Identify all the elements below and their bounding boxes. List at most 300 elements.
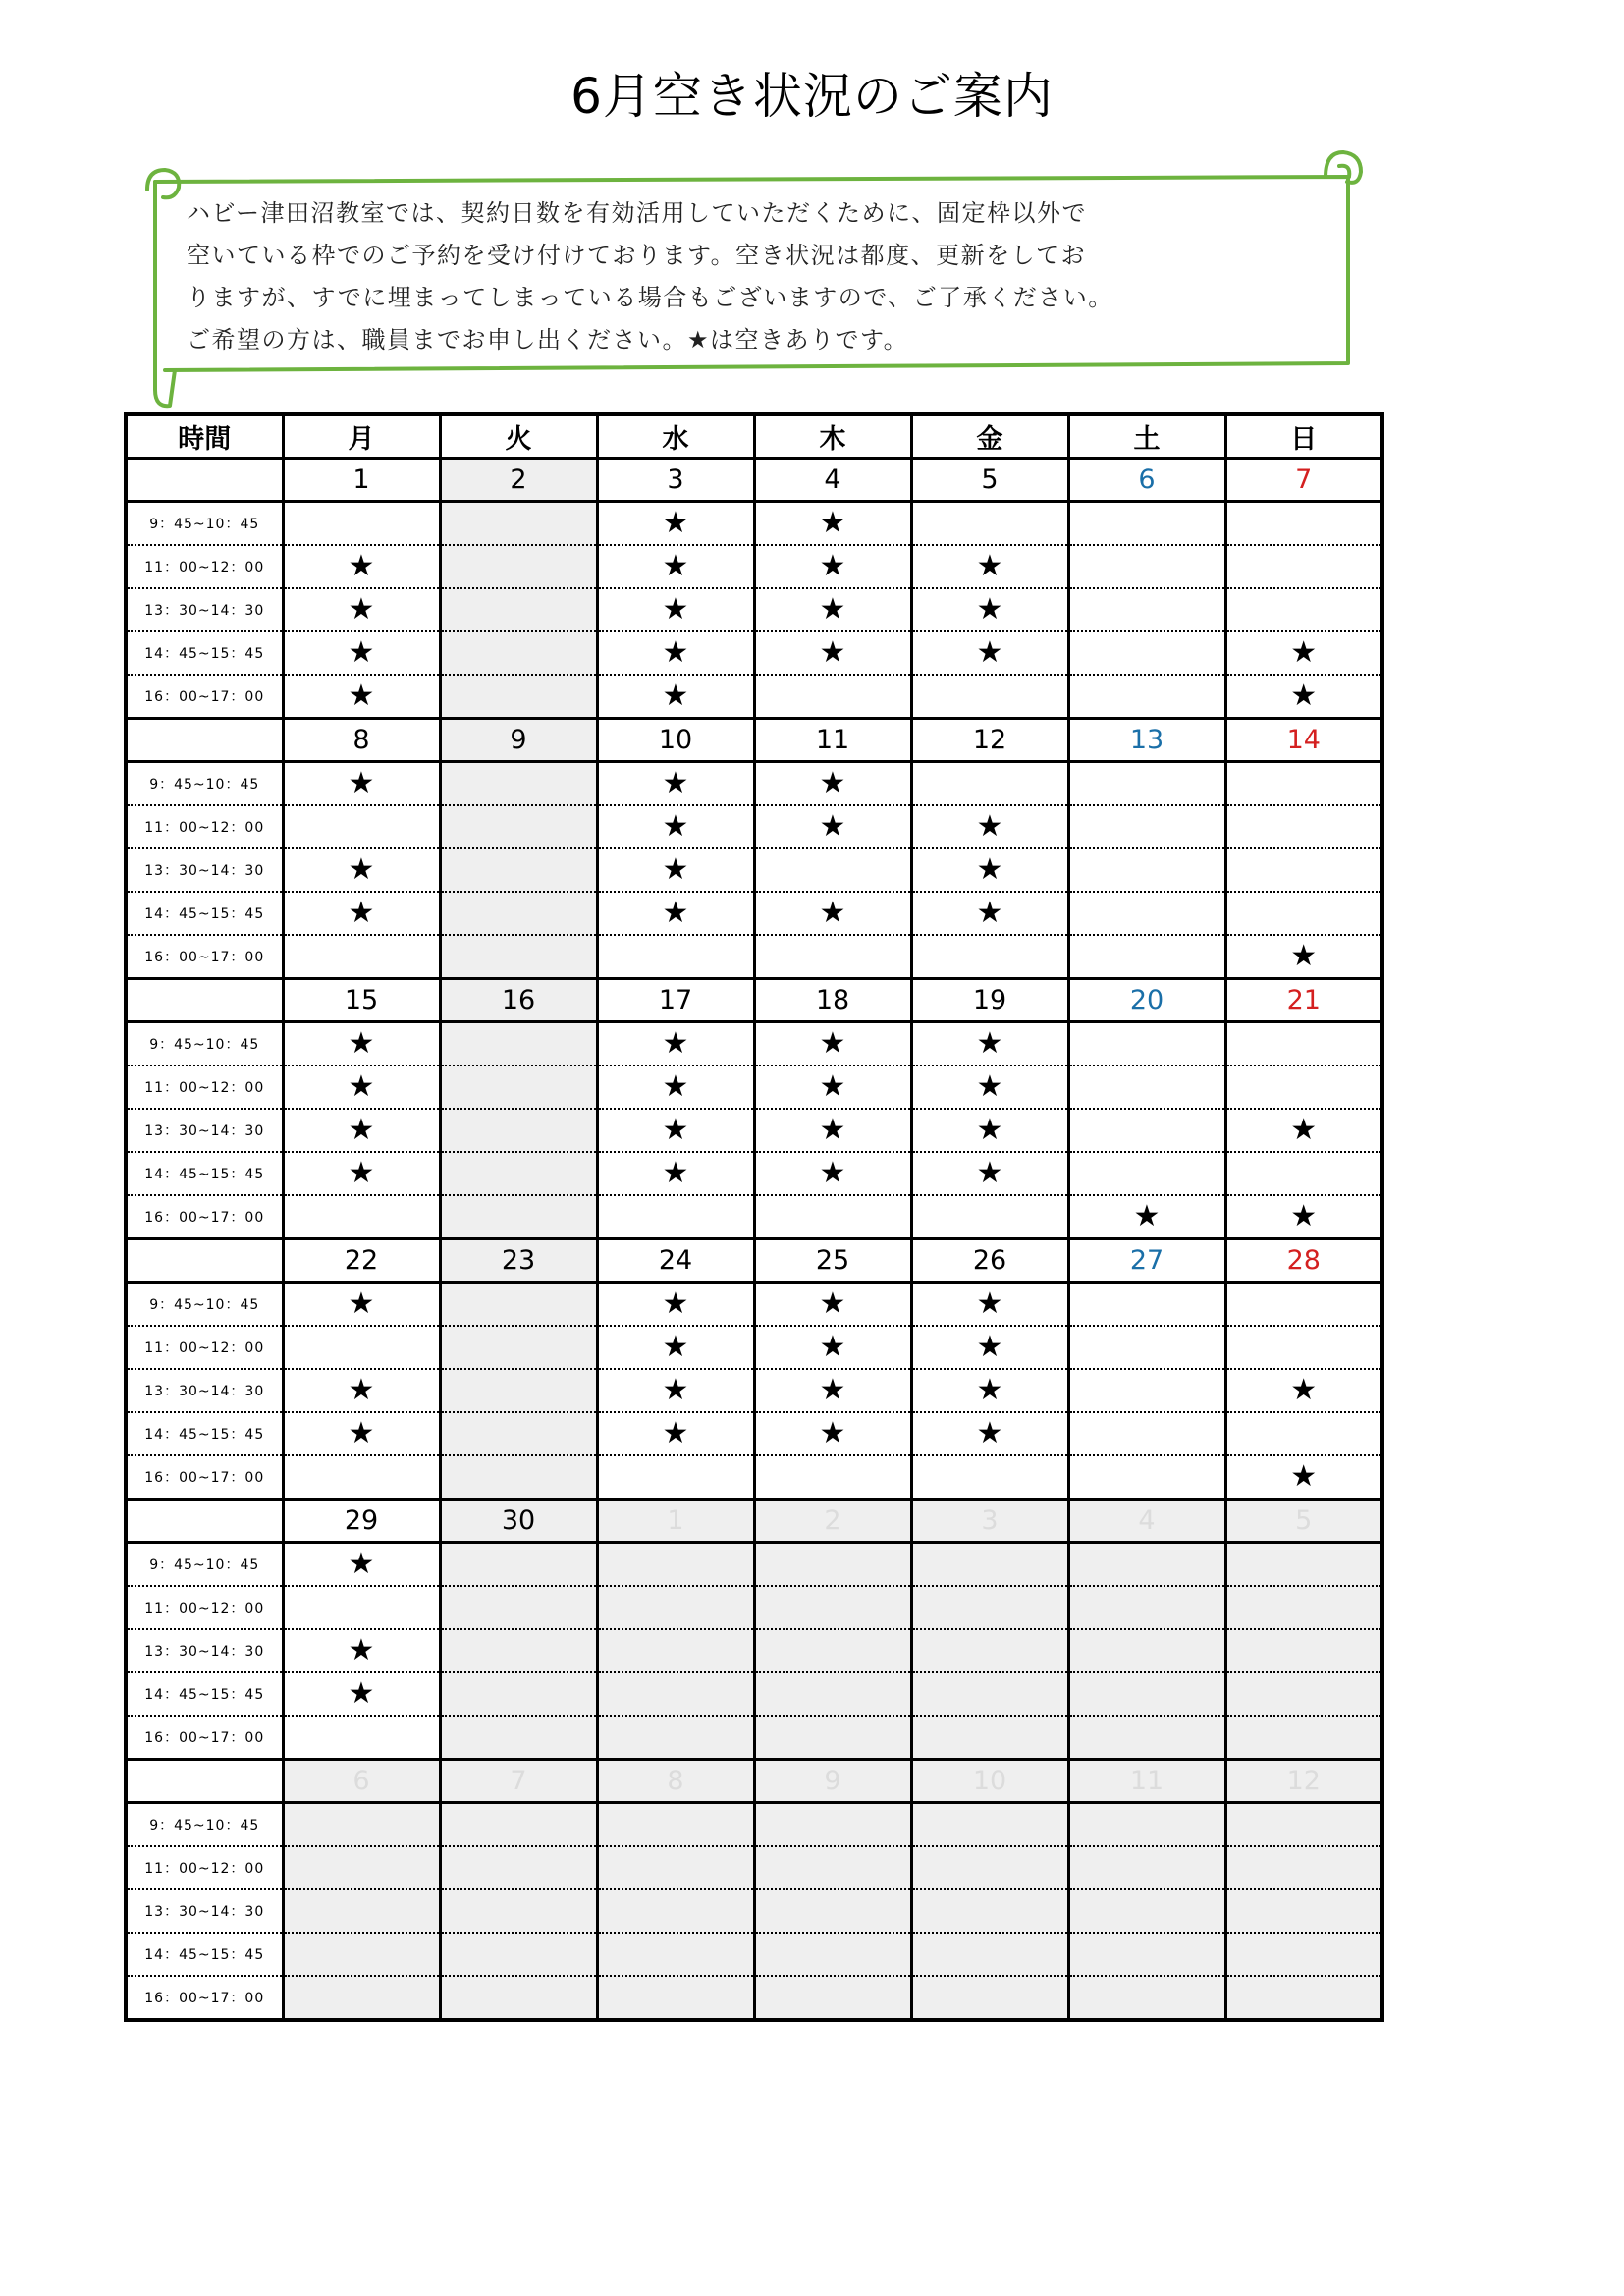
available-star-icon: ★ (1290, 679, 1318, 713)
available-star-icon: ★ (976, 1026, 1003, 1061)
slot-cell (754, 762, 911, 806)
slot-cell (754, 1152, 911, 1195)
slot-cell (1225, 1195, 1382, 1239)
slot-cell (1225, 892, 1382, 935)
available-star-icon: ★ (976, 549, 1003, 583)
available-star-icon: ★ (662, 852, 689, 887)
date-cell: 22 (283, 1239, 440, 1283)
slot-cell (440, 502, 597, 546)
date-cell: 8 (597, 1760, 754, 1803)
time-slot-row (126, 1195, 1382, 1239)
slot-cell (283, 1846, 440, 1889)
date-row-spacer (126, 1239, 283, 1283)
slot-cell (283, 1976, 440, 2020)
time-slot-row (126, 892, 1382, 935)
slot-cell (283, 1716, 440, 1760)
slot-cell (1068, 502, 1225, 546)
available-star-icon: ★ (662, 1156, 689, 1190)
time-slot-row (126, 631, 1382, 675)
slot-cell (754, 1412, 911, 1455)
slot-cell (1068, 1326, 1225, 1369)
available-star-icon: ★ (819, 1026, 846, 1061)
slot-cell (1068, 1369, 1225, 1412)
date-cell: 3 (911, 1500, 1068, 1543)
available-star-icon: ★ (662, 592, 689, 627)
slot-cell (283, 1586, 440, 1629)
availability-calendar (124, 412, 1384, 2022)
time-slot-row (126, 1803, 1382, 1847)
available-star-icon: ★ (662, 506, 689, 540)
time-slot-label: 16：00~17：00 (126, 1455, 283, 1500)
slot-cell (1225, 805, 1382, 848)
slot-cell (754, 1933, 911, 1976)
date-cell: 17 (597, 979, 754, 1022)
date-row (126, 1760, 1382, 1803)
date-cell: 3 (597, 459, 754, 502)
date-row-spacer (126, 979, 283, 1022)
slot-cell (911, 1066, 1068, 1109)
time-slot-label: 16：00~17：00 (126, 935, 283, 979)
slot-cell (1225, 1976, 1382, 2020)
date-cell: 16 (440, 979, 597, 1022)
time-slot-label: 14：45~15：45 (126, 1152, 283, 1195)
weekday-header: 火 (440, 414, 597, 459)
slot-cell (1225, 1283, 1382, 1327)
slot-cell (754, 892, 911, 935)
time-slot-label: 9：45~10：45 (126, 1283, 283, 1327)
slot-cell (1225, 1586, 1382, 1629)
date-cell: 11 (1068, 1760, 1225, 1803)
time-slot-row (126, 1283, 1382, 1327)
date-row-spacer (126, 719, 283, 762)
time-slot-label: 16：00~17：00 (126, 1716, 283, 1760)
slot-cell (1068, 805, 1225, 848)
slot-cell (597, 1543, 754, 1587)
slot-cell (1068, 1629, 1225, 1672)
slot-cell (1068, 588, 1225, 631)
slot-cell (283, 1672, 440, 1716)
time-slot-label: 13：30~14：30 (126, 588, 283, 631)
date-cell: 9 (754, 1760, 911, 1803)
time-slot-row (126, 1586, 1382, 1629)
time-slot-row (126, 1672, 1382, 1716)
slot-cell (440, 1716, 597, 1760)
weekday-header: 土 (1068, 414, 1225, 459)
date-cell: 14 (1225, 719, 1382, 762)
slot-cell (754, 631, 911, 675)
slot-cell (283, 1195, 440, 1239)
time-slot-row (126, 762, 1382, 806)
available-star-icon: ★ (976, 1286, 1003, 1321)
slot-cell (1068, 1455, 1225, 1500)
slot-cell (1068, 1889, 1225, 1933)
date-cell: 26 (911, 1239, 1068, 1283)
slot-cell (283, 892, 440, 935)
slot-cell (911, 1022, 1068, 1066)
slot-cell (1225, 1543, 1382, 1587)
date-cell: 23 (440, 1239, 597, 1283)
slot-cell (440, 1629, 597, 1672)
slot-cell (597, 1629, 754, 1672)
time-slot-row (126, 1846, 1382, 1889)
time-slot-row (126, 1152, 1382, 1195)
time-slot-label: 11：00~12：00 (126, 805, 283, 848)
time-slot-label: 11：00~12：00 (126, 1066, 283, 1109)
time-slot-label: 16：00~17：00 (126, 1976, 283, 2020)
notice-text (187, 192, 1345, 361)
slot-cell (283, 805, 440, 848)
slot-cell (754, 1195, 911, 1239)
slot-cell (440, 1369, 597, 1412)
slot-cell (440, 935, 597, 979)
slot-cell (597, 1412, 754, 1455)
time-slot-row (126, 588, 1382, 631)
available-star-icon: ★ (1290, 635, 1318, 670)
slot-cell (911, 1195, 1068, 1239)
slot-cell (911, 762, 1068, 806)
slot-cell (597, 1369, 754, 1412)
slot-cell (1068, 1543, 1225, 1587)
date-cell: 1 (597, 1500, 754, 1543)
slot-cell (283, 502, 440, 546)
slot-cell (283, 1629, 440, 1672)
slot-cell (440, 1109, 597, 1152)
available-star-icon: ★ (662, 1069, 689, 1104)
available-star-icon: ★ (976, 1069, 1003, 1104)
slot-cell (1068, 892, 1225, 935)
slot-cell (283, 631, 440, 675)
slot-cell (283, 1933, 440, 1976)
slot-cell (754, 1976, 911, 2020)
slot-cell (911, 1109, 1068, 1152)
slot-cell (1068, 1846, 1225, 1889)
slot-cell (597, 1109, 754, 1152)
slot-cell (597, 631, 754, 675)
slot-cell (1068, 1586, 1225, 1629)
slot-cell (440, 1455, 597, 1500)
available-star-icon: ★ (976, 635, 1003, 670)
time-slot-label: 14：45~15：45 (126, 631, 283, 675)
slot-cell (1225, 1152, 1382, 1195)
slot-cell (440, 545, 597, 588)
slot-cell (1225, 1672, 1382, 1716)
slot-cell (754, 1846, 911, 1889)
available-star-icon: ★ (819, 1330, 846, 1364)
slot-cell (283, 1889, 440, 1933)
weekday-header-row (126, 414, 1382, 459)
slot-cell (1225, 1803, 1382, 1847)
slot-cell (1068, 675, 1225, 719)
slot-cell (1225, 1022, 1382, 1066)
slot-cell (1068, 1195, 1225, 1239)
available-star-icon: ★ (348, 896, 375, 930)
slot-cell (754, 1889, 911, 1933)
slot-cell (911, 1672, 1068, 1716)
slot-cell (911, 1283, 1068, 1327)
date-row (126, 1500, 1382, 1543)
available-star-icon: ★ (819, 766, 846, 800)
available-star-icon: ★ (976, 852, 1003, 887)
date-cell: 8 (283, 719, 440, 762)
date-cell: 28 (1225, 1239, 1382, 1283)
date-cell: 5 (1225, 1500, 1382, 1543)
slot-cell (597, 1672, 754, 1716)
slot-cell (911, 545, 1068, 588)
available-star-icon: ★ (819, 592, 846, 627)
available-star-icon: ★ (1290, 1459, 1318, 1494)
slot-cell (754, 1629, 911, 1672)
available-star-icon: ★ (662, 549, 689, 583)
time-slot-label: 9：45~10：45 (126, 762, 283, 806)
time-slot-label: 9：45~10：45 (126, 502, 283, 546)
weekday-header: 木 (754, 414, 911, 459)
available-star-icon: ★ (976, 1373, 1003, 1407)
slot-cell (440, 1543, 597, 1587)
slot-cell (1068, 1022, 1225, 1066)
slot-cell (754, 1716, 911, 1760)
slot-cell (1225, 502, 1382, 546)
date-row (126, 1239, 1382, 1283)
slot-cell (283, 1455, 440, 1500)
slot-cell (911, 1543, 1068, 1587)
time-slot-row (126, 545, 1382, 588)
time-slot-label: 13：30~14：30 (126, 848, 283, 892)
slot-cell (440, 1066, 597, 1109)
weekday-header: 水 (597, 414, 754, 459)
slot-cell (911, 1412, 1068, 1455)
time-slot-row (126, 502, 1382, 546)
available-star-icon: ★ (348, 549, 375, 583)
available-star-icon: ★ (348, 852, 375, 887)
time-slot-label: 13：30~14：30 (126, 1629, 283, 1672)
available-star-icon: ★ (662, 635, 689, 670)
slot-cell (1068, 1976, 1225, 2020)
date-cell: 15 (283, 979, 440, 1022)
time-slot-label: 14：45~15：45 (126, 1672, 283, 1716)
available-star-icon: ★ (662, 766, 689, 800)
slot-cell (911, 1629, 1068, 1672)
date-cell: 30 (440, 1500, 597, 1543)
time-slot-row (126, 1629, 1382, 1672)
time-slot-label: 16：00~17：00 (126, 675, 283, 719)
slot-cell (911, 1326, 1068, 1369)
available-star-icon: ★ (662, 809, 689, 844)
available-star-icon: ★ (348, 1286, 375, 1321)
slot-cell (1068, 935, 1225, 979)
slot-cell (283, 848, 440, 892)
date-cell: 11 (754, 719, 911, 762)
slot-cell (754, 502, 911, 546)
slot-cell (597, 848, 754, 892)
slot-cell (1225, 762, 1382, 806)
slot-cell (440, 1672, 597, 1716)
date-cell: 20 (1068, 979, 1225, 1022)
slot-cell (283, 1412, 440, 1455)
slot-cell (597, 1455, 754, 1500)
slot-cell (440, 675, 597, 719)
date-cell: 19 (911, 979, 1068, 1022)
date-cell: 5 (911, 459, 1068, 502)
slot-cell (754, 1326, 911, 1369)
slot-cell (754, 805, 911, 848)
time-slot-label: 13：30~14：30 (126, 1369, 283, 1412)
slot-cell (911, 848, 1068, 892)
available-star-icon: ★ (348, 635, 375, 670)
date-cell: 12 (911, 719, 1068, 762)
date-cell: 4 (1068, 1500, 1225, 1543)
time-slot-label: 9：45~10：45 (126, 1543, 283, 1587)
slot-cell (597, 545, 754, 588)
date-cell: 6 (283, 1760, 440, 1803)
available-star-icon: ★ (819, 506, 846, 540)
slot-cell (597, 675, 754, 719)
time-slot-row (126, 1066, 1382, 1109)
slot-cell (911, 1586, 1068, 1629)
slot-cell (440, 1976, 597, 2020)
available-star-icon: ★ (976, 592, 1003, 627)
available-star-icon: ★ (819, 1069, 846, 1104)
date-row-spacer (126, 1760, 283, 1803)
available-star-icon: ★ (1290, 1199, 1318, 1233)
available-star-icon: ★ (819, 1416, 846, 1450)
available-star-icon: ★ (976, 1416, 1003, 1450)
slot-cell (1068, 1283, 1225, 1327)
slot-cell (597, 1803, 754, 1847)
slot-cell (1068, 1412, 1225, 1455)
slot-cell (1225, 1109, 1382, 1152)
slot-cell (440, 1412, 597, 1455)
time-slot-row (126, 1412, 1382, 1455)
time-slot-row (126, 1022, 1382, 1066)
slot-cell (911, 1846, 1068, 1889)
date-cell: 6 (1068, 459, 1225, 502)
slot-cell (1225, 545, 1382, 588)
slot-cell (597, 1066, 754, 1109)
available-star-icon: ★ (348, 1676, 375, 1711)
date-cell: 10 (597, 719, 754, 762)
slot-cell (283, 1803, 440, 1847)
available-star-icon: ★ (1133, 1199, 1161, 1233)
slot-cell (283, 588, 440, 631)
slot-cell (1068, 1716, 1225, 1760)
slot-cell (440, 892, 597, 935)
available-star-icon: ★ (662, 1286, 689, 1321)
time-slot-row (126, 1889, 1382, 1933)
available-star-icon: ★ (662, 1373, 689, 1407)
available-star-icon: ★ (348, 1373, 375, 1407)
date-row (126, 719, 1382, 762)
time-slot-label: 13：30~14：30 (126, 1109, 283, 1152)
slot-cell (754, 1543, 911, 1587)
slot-cell (911, 805, 1068, 848)
date-cell: 4 (754, 459, 911, 502)
time-slot-row (126, 1976, 1382, 2020)
date-cell: 13 (1068, 719, 1225, 762)
slot-cell (1225, 588, 1382, 631)
slot-cell (440, 1283, 597, 1327)
slot-cell (1068, 1672, 1225, 1716)
date-cell: 18 (754, 979, 911, 1022)
slot-cell (283, 1543, 440, 1587)
time-slot-label: 14：45~15：45 (126, 1412, 283, 1455)
slot-cell (754, 545, 911, 588)
slot-cell (440, 1586, 597, 1629)
slot-cell (440, 1326, 597, 1369)
slot-cell (440, 1889, 597, 1933)
slot-cell (911, 892, 1068, 935)
slot-cell (1225, 1716, 1382, 1760)
slot-cell (911, 1369, 1068, 1412)
slot-cell (1068, 631, 1225, 675)
slot-cell (911, 1455, 1068, 1500)
slot-cell (754, 675, 911, 719)
time-slot-row (126, 848, 1382, 892)
slot-cell (754, 1283, 911, 1327)
date-cell: 2 (440, 459, 597, 502)
slot-cell (597, 1586, 754, 1629)
slot-cell (440, 762, 597, 806)
date-cell: 9 (440, 719, 597, 762)
available-star-icon: ★ (662, 896, 689, 930)
slot-cell (597, 1195, 754, 1239)
slot-cell (1068, 1803, 1225, 1847)
time-slot-row (126, 675, 1382, 719)
time-slot-label: 9：45~10：45 (126, 1022, 283, 1066)
slot-cell (911, 1152, 1068, 1195)
date-cell: 1 (283, 459, 440, 502)
slot-cell (597, 502, 754, 546)
slot-cell (597, 1889, 754, 1933)
time-slot-label: 11：00~12：00 (126, 1846, 283, 1889)
time-slot-label: 9：45~10：45 (126, 1803, 283, 1847)
slot-cell (597, 1022, 754, 1066)
slot-cell (1225, 1889, 1382, 1933)
available-star-icon: ★ (976, 809, 1003, 844)
slot-cell (283, 935, 440, 979)
date-cell: 12 (1225, 1760, 1382, 1803)
slot-cell (1225, 675, 1382, 719)
slot-cell (1225, 1933, 1382, 1976)
slot-cell (754, 1369, 911, 1412)
date-row-spacer (126, 1500, 283, 1543)
slot-cell (754, 935, 911, 979)
slot-cell (283, 545, 440, 588)
weekday-header: 月 (283, 414, 440, 459)
date-row (126, 979, 1382, 1022)
slot-cell (440, 848, 597, 892)
available-star-icon: ★ (348, 1547, 375, 1581)
slot-cell (597, 1846, 754, 1889)
slot-cell (440, 805, 597, 848)
available-star-icon: ★ (348, 1633, 375, 1667)
time-slot-row (126, 1109, 1382, 1152)
slot-cell (597, 588, 754, 631)
available-star-icon: ★ (976, 896, 1003, 930)
slot-cell (440, 631, 597, 675)
notice-line: ご希望の方は、職員までお申し出ください。★は空きありです。 (187, 326, 909, 354)
slot-cell (1225, 935, 1382, 979)
time-slot-row (126, 1369, 1382, 1412)
available-star-icon: ★ (819, 809, 846, 844)
time-slot-label: 11：00~12：00 (126, 545, 283, 588)
available-star-icon: ★ (819, 1156, 846, 1190)
available-star-icon: ★ (662, 1330, 689, 1364)
slot-cell (440, 1803, 597, 1847)
available-star-icon: ★ (348, 679, 375, 713)
slot-cell (597, 1716, 754, 1760)
slot-cell (283, 762, 440, 806)
slot-cell (754, 588, 911, 631)
